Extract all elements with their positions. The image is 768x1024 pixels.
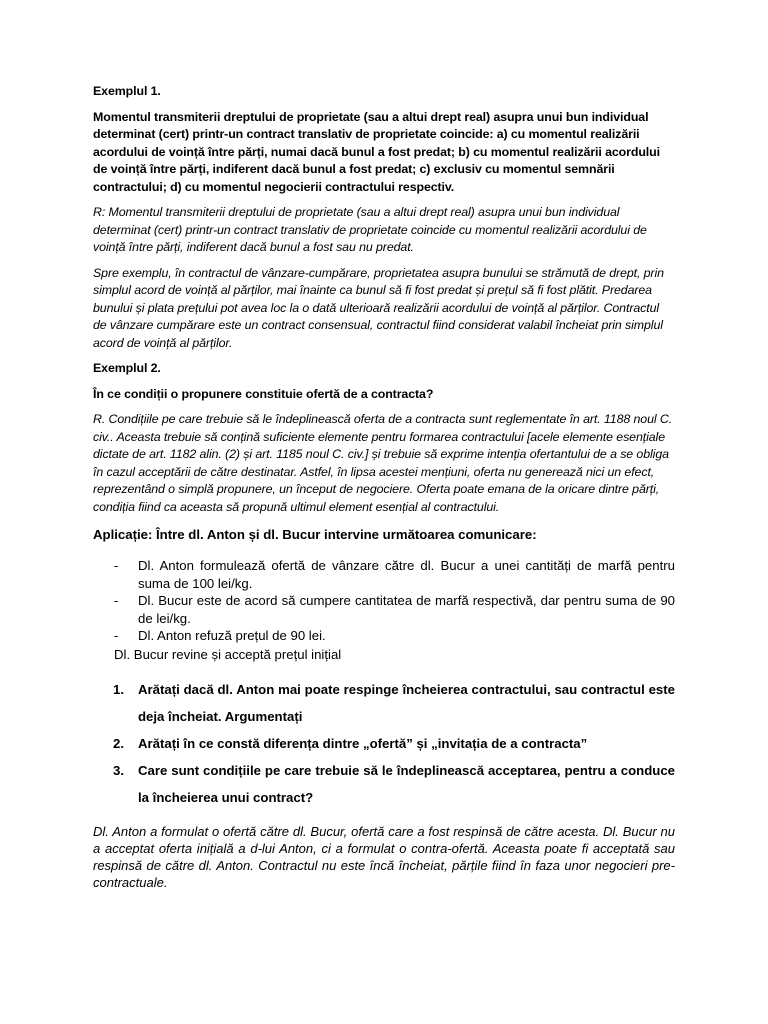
list-item-text: Dl. Anton formulează ofertă de vânzare către dl. Bucur a unei cantități de marfă pentru suma de 100 lei/kg. <box>138 558 675 591</box>
application-intro-text: Între dl. Anton și dl. Bucur intervine următoarea comunicare: <box>152 527 537 542</box>
questions-list <box>93 676 675 811</box>
example-1-explanation: Spre exemplu, în contractul de vânzare-cumpărare, proprietatea asupra bunului se strămută de drept, prin simplul acord de voință al părților, mai înainte ca bunul să fi fost predat și prețul să fi fost plătit. Predarea bunului și plata prețului pot avea loc la o dată ulterioară realizării acordului de voință al părților. Contractul de vânzare cumpărare este un contract consensual, contractul fiind considerat valabil încheiat prin simplul acord de voință al părților. <box>93 265 664 350</box>
communication-list <box>93 557 675 645</box>
application-followup: Dl. Bucur revine și acceptă prețul inițial <box>114 646 342 662</box>
list-dash: - <box>114 593 119 609</box>
application-label: Aplicație: <box>93 527 153 542</box>
example-1-question: Momentul transmiterii dreptului de proprietate (sau a altui drept real) asupra unui bun individual determinat (cert) printr-un contract translativ de proprietate coincide: a) cu momentul realizării acordului de voință între părți, numai dacă bunul a fost predat; b) cu momentul realizării acordului de voință între părți, indiferent dacă bunul a fost predat; c) exclusiv cu momentul semnării contractului; d) cu momentul negocierii contractului respectiv. <box>93 109 660 194</box>
example-1-title: Exemplul 1. <box>93 84 161 98</box>
list-item <box>93 627 675 645</box>
question-text: Arătați dacă dl. Anton mai poate respinge încheierea contractului, sau contractul este deja încheiat. Argumentați <box>138 682 675 725</box>
application-intro <box>93 526 675 544</box>
example-1-answer: R: Momentul transmiterii dreptului de proprietate (sau a altui drept real) asupra unui bun individual determinat (cert) printr-un contract translativ de proprietate coincide cu momentul realizării acordului de voință între părți, indiferent dacă bunul a fost sau nu predat. <box>93 205 647 254</box>
example-2-title: Exemplul 2. <box>93 361 161 375</box>
question-item <box>93 676 675 730</box>
question-text: Care sunt condițiile pe care trebuie să le îndeplinească acceptarea, pentru a conduce la încheierea unui contract? <box>138 763 675 806</box>
list-dash: - <box>114 628 119 644</box>
question-item <box>93 730 675 757</box>
list-item <box>93 557 675 592</box>
document-page <box>93 83 675 904</box>
example-2-question: În ce condiții o propunere constituie ofertă de a contracta? <box>93 386 434 401</box>
question-number: 1. <box>113 682 124 698</box>
list-dash: - <box>114 558 119 574</box>
question-text: Arătați în ce constă diferența dintre „ofertă” și „invitația de a contracta” <box>138 736 588 752</box>
question-number: 2. <box>113 736 124 752</box>
list-item <box>93 592 675 627</box>
application-answer: Dl. Anton a formulat o ofertă către dl. Bucur, ofertă care a fost respinsă de către acesta. Dl. Bucur nu a acceptat oferta inițială a d-lui Anton, ci a formulat o contra-ofertă. Aceasta poate fi acceptată sau respinsă de către dl. Anton. Contractul nu este încă încheiat, părțile fiind în faza unor negocieri pre-contractuale. <box>93 824 675 891</box>
list-item-text: Dl. Anton refuză prețul de 90 lei. <box>138 628 326 644</box>
list-item-text: Dl. Bucur este de acord să cumpere cantitatea de marfă respectivă, dar pentru suma de 90 de lei/kg. <box>138 593 675 626</box>
question-number: 3. <box>113 763 124 779</box>
example-2-answer: R. Condițiile pe care trebuie să le îndeplinească oferta de a contracta sunt reglementate în art. 1188 noul C. civ.. Aceasta trebuie să conțină suficiente elemente pentru formarea contractului [acele elemente esențiale dictate de art. 1182 alin. (2) și art. 1185 noul C. civ.] și trebuie să exprime intenția ofertantului de a se obliga în cazul acceptării de către destinatar. Astfel, în lipsa acestei mențiuni, oferta nu generează nici un efect, reprezentând o simplă propunere, un început de negociere. Oferta poate emana de la oricare dintre părți, condiția fiind ca aceasta să propună ultimul element esențial al contractului. <box>93 412 673 514</box>
question-item <box>93 757 675 811</box>
